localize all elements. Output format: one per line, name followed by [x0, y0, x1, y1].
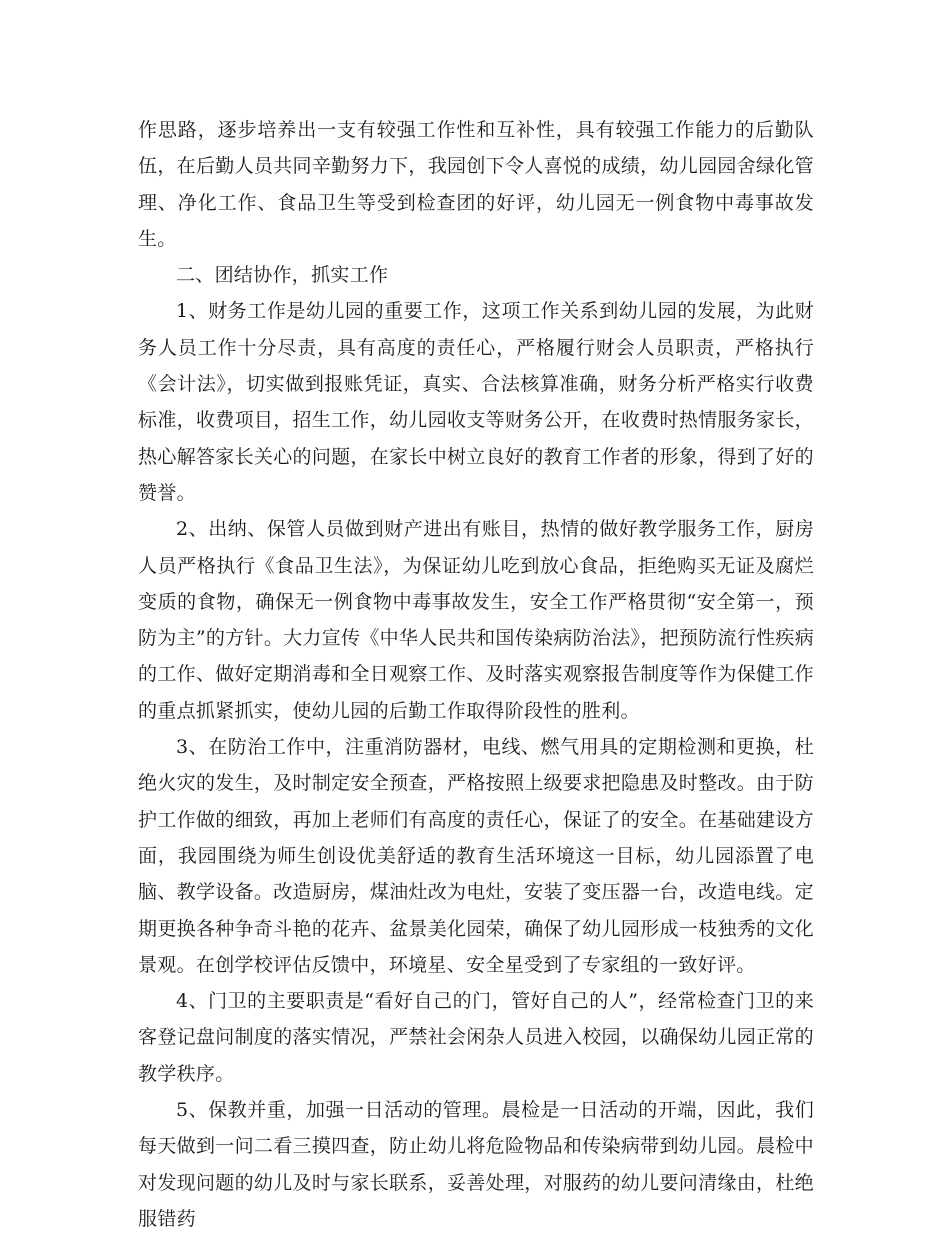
- section-heading: 二、团结协作，抓实工作: [176, 264, 389, 287]
- document-body: [138, 112, 814, 1237]
- paragraph-guard: 4、门卫的主要职责是“看好自己的门，管好自己的人”，经常检查门卫的来客登记盘问制度的落实情况，严禁社会闲杂人员进入校园，以确保幼儿园正常的教学秩序。: [138, 990, 814, 1085]
- paragraph-continuation: 作思路，逐步培养出一支有较强工作性和互补性，具有较强工作能力的后勤队伍，在后勤人员共同辛勤努力下，我园创下令人喜悦的成绩，幼儿园园舍绿化管理、净化工作、食品卫生等受到检查团的好评，幼儿园无一例食物中毒事故发生。: [138, 119, 814, 250]
- paragraph-cashier: 2、出纳、保管人员做到财产进出有账目，热情的做好教学服务工作，厨房人员严格执行《食品卫生法》，为保证幼儿吃到放心食品，拒绝购买无证及腐烂变质的食物，确保无一例食物中毒事故发生，安全工作严格贯彻“安全第一，预防为主”的方针。大力宣传《中华人民共和国传染病防治法》，把预防流行性疾病的工作、做好定期消毒和全日观察工作、及时落实观察报告制度等作为保健工作的重点抓紧抓实，使幼儿园的后勤工作取得阶段性的胜利。: [138, 518, 815, 722]
- paragraph-safety: 3、在防治工作中，注重消防器材，电线、燃气用具的定期检测和更换，杜绝火灾的发生，及时制定安全预查，严格按照上级要求把隐患及时整改。由于防护工作做的细致，再加上老师们有高度的责任心，保证了的安全。在基础建设方面，我园围绕为师生创设优美舒适的教育生活环境这一目标，幼儿园添置了电脑、教学设备。改造厨房，煤油灶改为电灶，安装了变压器一台，改造电线。定期更换各种争奇斗艳的花卉、盆景美化园荣，确保了幼儿园形成一枝独秀的文化景观。在创学校评估反馈中，环境星、安全星受到了专家组的一致好评。: [138, 736, 814, 976]
- paragraph-care: 5、保教并重，加强一日活动的管理。晨检是一日活动的开端，因此，我们每天做到一问二看三摸四查，防止幼儿将危险物品和传染病带到幼儿园。晨检中对发现问题的幼儿及时与家长联系，妥善处理，对服药的幼儿要问清缘由，杜绝服错药: [138, 1099, 814, 1230]
- paragraph-finance: 1、财务工作是幼儿园的重要工作，这项工作关系到幼儿园的发展，为此财务人员工作十分尽责，具有高度的责任心，严格履行财会人员职责，严格执行《会计法》，切实做到报账凭证，真实、合法核算准确，财务分析严格实行收费标准，收费项目，招生工作，幼儿园收支等财务公开，在收费时热情服务家长，热心解答家长关心的问题，在家长中树立良好的教育工作者的形象，得到了好的赞誉。: [138, 300, 814, 504]
